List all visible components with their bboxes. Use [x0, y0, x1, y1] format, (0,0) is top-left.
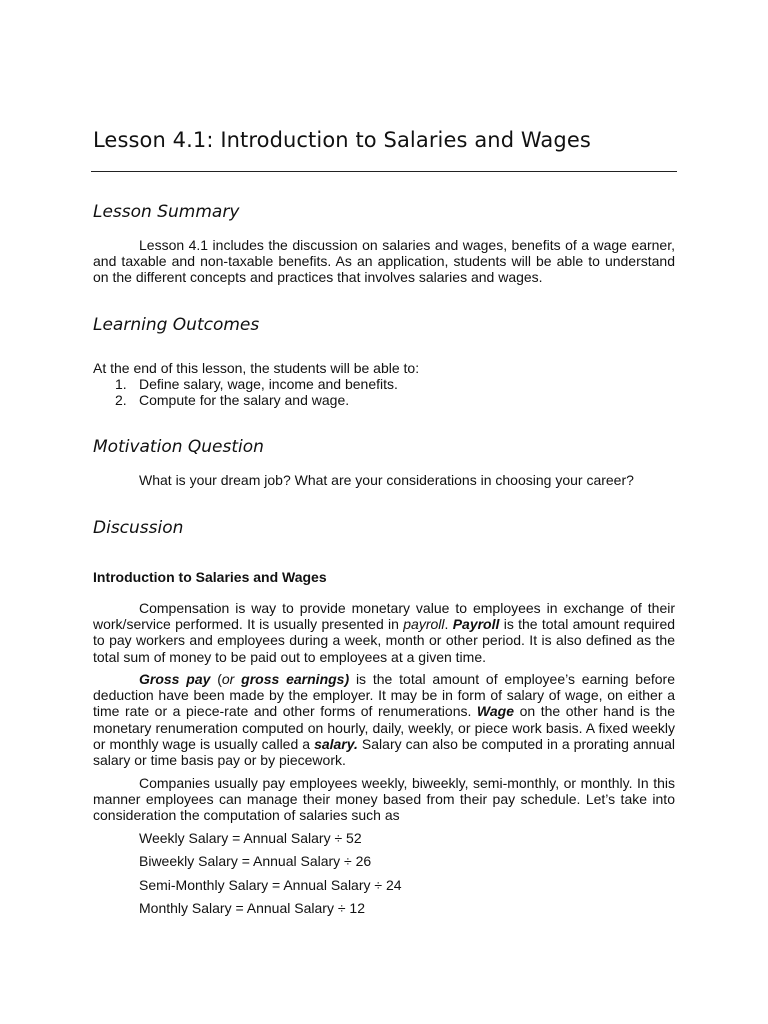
discussion-paragraph-gross-pay	[93, 671, 675, 768]
text-run-italic: or	[221, 671, 235, 687]
title-divider	[91, 171, 677, 172]
text-run: Compensation is way to provide monetary value to employees in exchange of their work/service performed. It is usually presented in	[93, 600, 675, 633]
discussion-paragraph-pay-schedule: Companies usually pay employees weekly, biweekly, semi-monthly, or monthly. In this manner employees can manage their money based from their pay schedule. Let’s take into consideration the computation of salaries such as	[93, 775, 675, 824]
page-title: Lesson 4.1: Introduction to Salaries and Wages	[93, 128, 591, 152]
text-run: is the total amount of employee’s earning before deduction have been made by the employer. It may be in form of salary of wage, on either a time rate or a piece-rate and other forms of renumerations.	[93, 671, 676, 720]
motivation-question-heading: Motivation Question	[93, 437, 264, 457]
outcome-number: 2.	[115, 392, 127, 408]
text-run: (	[210, 671, 222, 687]
lesson-summary-heading: Lesson Summary	[93, 202, 240, 222]
lesson-summary-text: Lesson 4.1 includes the discussion on salaries and wages, benefits of a wage earner, and taxable and non-taxable benefits. As an application, students will be able to understand on the different concepts and practices that involves salaries and wages.	[93, 237, 675, 286]
outcome-item: Compute for the salary and wage.	[139, 392, 350, 408]
outcome-item: Define salary, wage, income and benefits.	[139, 376, 398, 392]
motivation-question-text: What is your dream job? What are your considerations in choosing your career?	[139, 472, 634, 488]
formula-monthly-salary: Monthly Salary = Annual Salary ÷ 12	[139, 900, 365, 916]
term-payroll: Payroll	[452, 616, 500, 633]
term-wage: Wage	[476, 703, 515, 720]
term-salary: salary.	[314, 735, 358, 752]
discussion-subheading: Introduction to Salaries and Wages	[93, 569, 327, 585]
text-run: Salary can also be computed in a prorating annual salary or time basis pay or by piecework.	[93, 735, 675, 769]
formula-weekly-salary: Weekly Salary = Annual Salary ÷ 52	[139, 830, 362, 846]
learning-outcomes-intro: At the end of this lesson, the students will be able to:	[93, 360, 420, 376]
text-run: on the other hand is the monetary renumeration computed on hourly, daily, weekly, or piece work basis. A fixed weekly or monthly wage is usually called a	[93, 703, 675, 752]
text-run-italic: payroll	[403, 616, 445, 633]
text-run: is the total amount required to pay workers and employees during a week, month or other period. It is also defined as the total sum of money to be paid out to employees at a given time.	[93, 616, 676, 665]
learning-outcomes-heading: Learning Outcomes	[93, 315, 260, 335]
term-gross-earnings: gross earnings)	[241, 671, 350, 687]
discussion-paragraph-compensation	[93, 600, 675, 665]
formula-biweekly-salary: Biweekly Salary = Annual Salary ÷ 26	[139, 853, 372, 869]
text-run: .	[444, 616, 453, 633]
term-gross-pay: Gross pay	[139, 671, 211, 687]
discussion-heading: Discussion	[93, 518, 184, 538]
formula-semi-monthly-salary: Semi-Monthly Salary = Annual Salary ÷ 24	[139, 877, 402, 893]
outcome-number: 1.	[115, 376, 127, 392]
